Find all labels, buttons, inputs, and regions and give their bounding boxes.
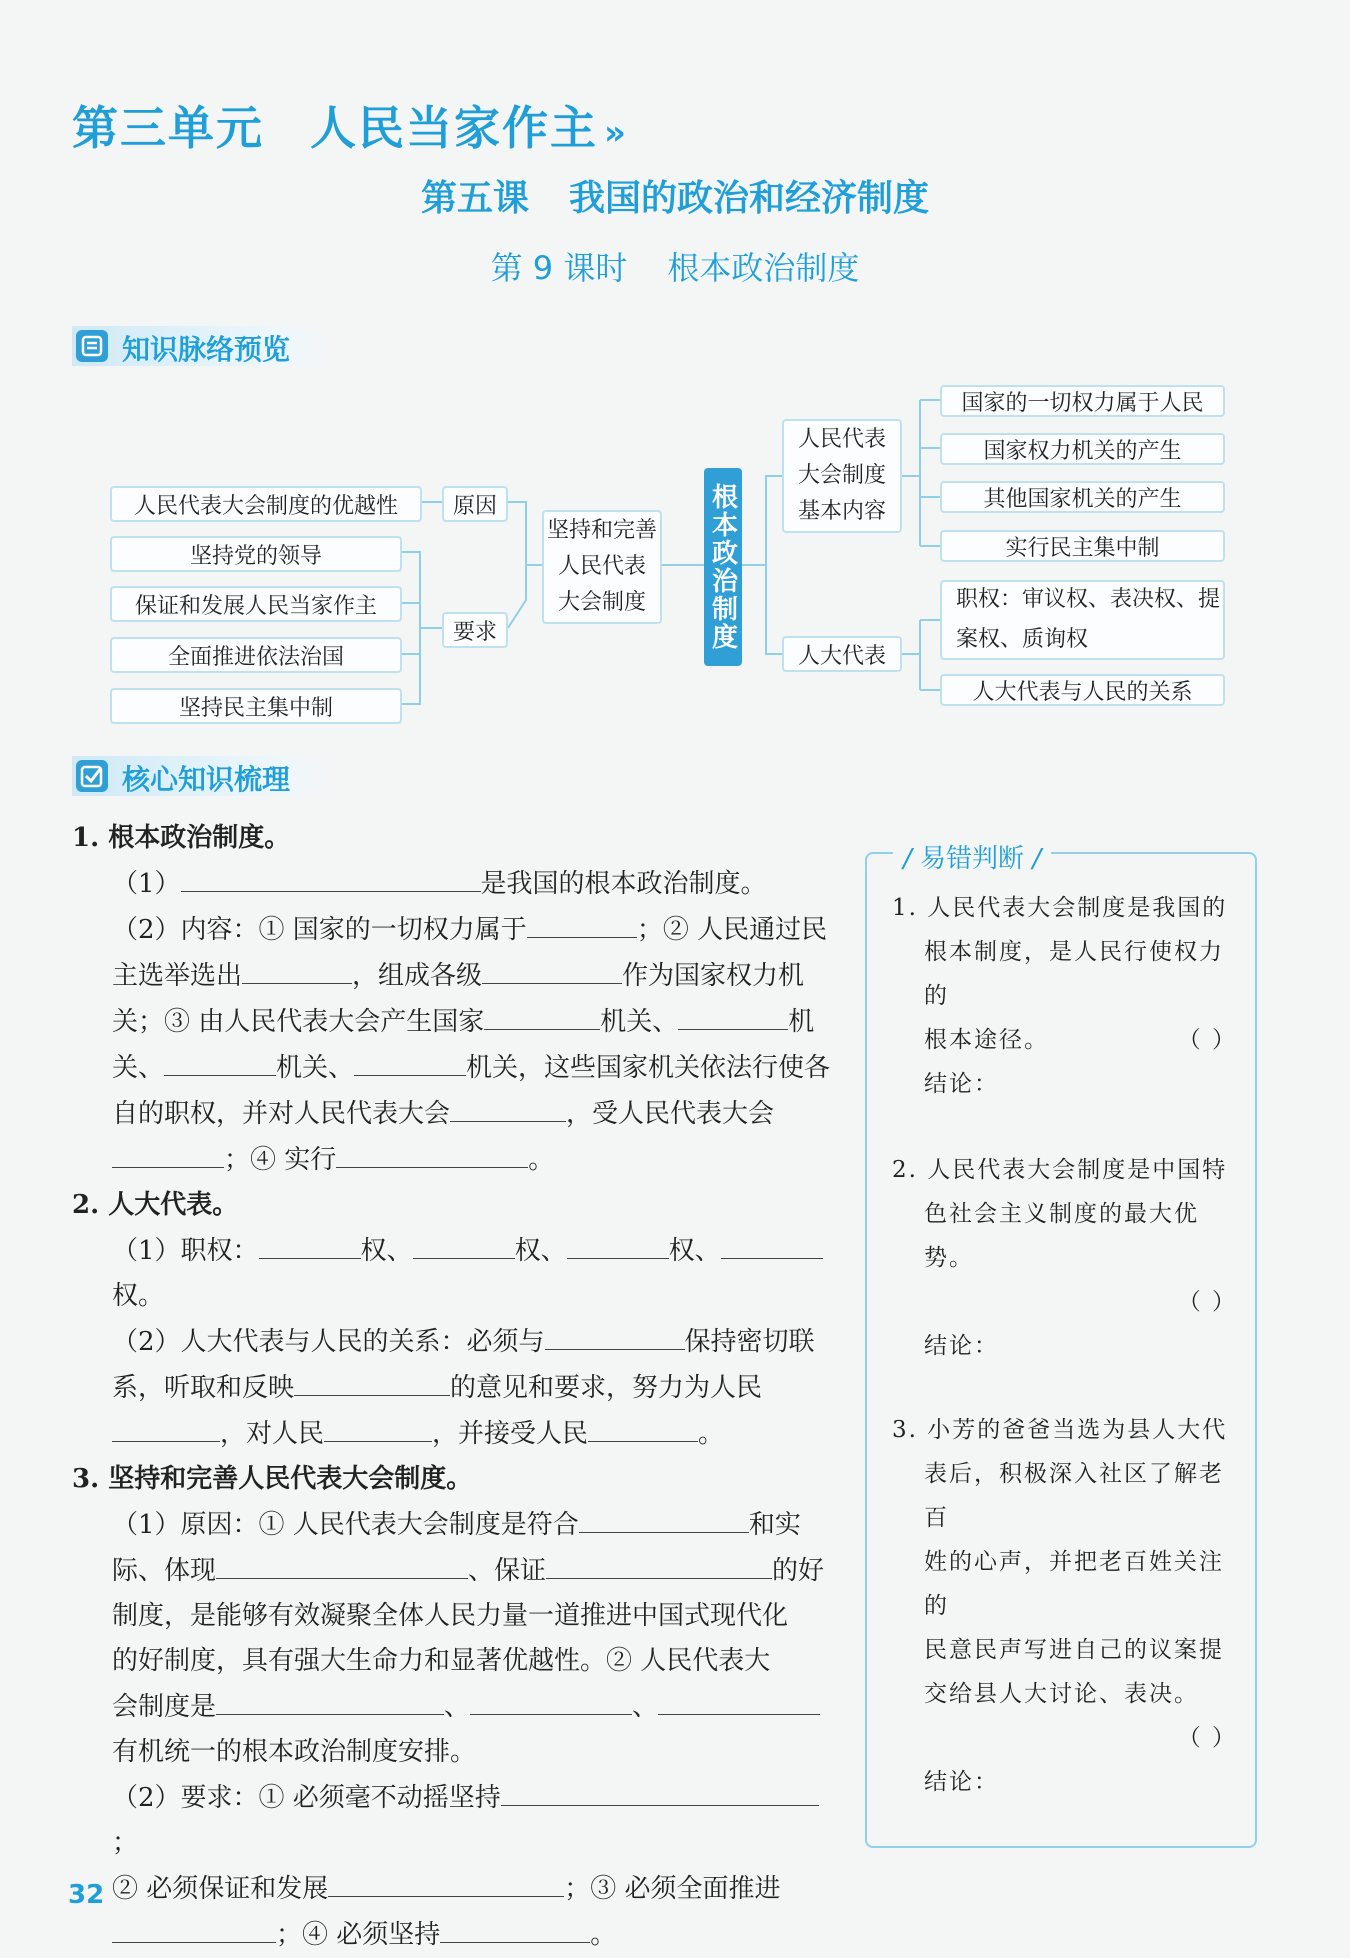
fill-blank[interactable] bbox=[354, 1045, 466, 1076]
diagram-left-item: 人民代表大会制度的优越性 bbox=[110, 486, 422, 522]
fill-blank[interactable] bbox=[658, 1684, 820, 1715]
unit-topic: 人民当家作主 bbox=[310, 101, 598, 155]
judgment-item-3 bbox=[892, 1408, 1237, 1804]
answer-bracket[interactable]: （ ） bbox=[1177, 1725, 1237, 1751]
fill-blank[interactable] bbox=[545, 1319, 685, 1350]
judgment-line: 表后，积极深入社区了解老百 bbox=[924, 1461, 1224, 1531]
fill-blank[interactable] bbox=[484, 999, 600, 1030]
judgment-line: 姓的心声，并把老百姓关注的 bbox=[924, 1549, 1224, 1619]
q3-line: （2）要求：① 必须毫不动摇坚持； bbox=[112, 1775, 842, 1866]
fill-blank[interactable] bbox=[440, 1912, 590, 1943]
q2-line: ，对人民 ，并接受人民 。 bbox=[112, 1411, 842, 1457]
lesson-name: 我国的政治和经济制度 bbox=[569, 178, 930, 219]
diagram-content-item: 国家权力机关的产生 bbox=[940, 433, 1225, 465]
answer-bracket[interactable]: （ ） bbox=[1177, 1027, 1237, 1053]
q1-line: 关；③ 由人民代表大会产生国家 机关、 机 bbox=[112, 999, 842, 1045]
period-name: 根本政治制度 bbox=[667, 249, 860, 287]
diagram-content-item: 其他国家机关的产生 bbox=[940, 481, 1225, 513]
q2-line: （2）人大代表与人民的关系：必须与 保持密切联 bbox=[112, 1319, 842, 1365]
unit-label: 第三单元 bbox=[72, 101, 264, 155]
judgment-line: 2. 人民代表大会制度是中国特 bbox=[892, 1157, 1228, 1183]
question-3-title: 3. 坚持和完善人民代表大会制度。 bbox=[72, 1464, 473, 1494]
fill-blank[interactable] bbox=[579, 1502, 749, 1533]
fill-blank[interactable] bbox=[678, 999, 788, 1030]
q1-line: 关、 机关、 机关，这些国家机关依法行使各 bbox=[112, 1045, 842, 1091]
q3-line: 会制度是 、 、 bbox=[112, 1684, 842, 1730]
q3-line: 制度，是能够有效凝聚全体人民力量一道推进中国式现代化 bbox=[112, 1601, 789, 1631]
q1-line: 主选举选出 ，组成各级 作为国家权力机 bbox=[112, 953, 842, 999]
q1-line: ；④ 实行 。 bbox=[112, 1137, 842, 1183]
q3-line: 有机统一的根本政治制度安排。 bbox=[112, 1737, 477, 1767]
judgment-line: 交给县人大讨论、表决。 bbox=[924, 1681, 1199, 1707]
conclusion-label: 结论： bbox=[924, 1333, 999, 1359]
judgment-line: 色社会主义制度的最大优势。 bbox=[924, 1201, 1199, 1271]
judgment-line: 3. 小芳的爸爸当选为县人大代 bbox=[892, 1417, 1228, 1443]
q3-line: ；④ 必须坚持 。 bbox=[112, 1912, 842, 1958]
question-1-title: 1. 根本政治制度。 bbox=[72, 823, 291, 853]
content-line: 人民代表 bbox=[797, 427, 886, 452]
fill-blank[interactable] bbox=[567, 1228, 669, 1259]
diagram-deputy-box: 人大代表 bbox=[782, 636, 902, 672]
section-head-core-knowledge bbox=[72, 756, 332, 796]
page-number: 32 bbox=[68, 1880, 105, 1910]
fill-blank[interactable] bbox=[450, 1091, 566, 1122]
q1-line: （2）内容：① 国家的一切权力属于 ；② 人民通过民 bbox=[112, 907, 842, 953]
error-judgment-title: / 易错判断 / bbox=[893, 838, 1051, 875]
judgment-line: 民意民声写进自己的议案提 bbox=[924, 1637, 1224, 1663]
fill-blank[interactable] bbox=[112, 1411, 220, 1442]
deputy-item-line: 案权、质询权 bbox=[956, 627, 1089, 652]
q3-line: ② 必须保证和发展 ；③ 必须全面推进 bbox=[112, 1866, 842, 1912]
fill-blank[interactable] bbox=[328, 1866, 564, 1897]
section-title: 知识脉络预览 bbox=[122, 333, 291, 366]
diagram-center-box bbox=[542, 510, 662, 624]
q3-line: 的好制度，具有强大生命力和显著优越性。② 人民代表大 bbox=[112, 1646, 771, 1676]
fill-blank[interactable] bbox=[470, 1684, 632, 1715]
diagram-left-item: 保证和发展人民当家作主 bbox=[110, 586, 402, 622]
judgment-line: 1. 人民代表大会制度是我国的 bbox=[892, 895, 1228, 921]
deputy-item-line: 职权：审议权、表决权、提 bbox=[956, 587, 1221, 612]
fill-blank[interactable] bbox=[164, 1045, 276, 1076]
lesson-number: 第五课 bbox=[420, 178, 529, 219]
judgment-line-with-bracket: 根本途径。 （ ） bbox=[892, 1018, 1237, 1062]
conclusion-label: 结论： bbox=[924, 1071, 999, 1097]
diagram-deputy-item-relation: 人大代表与人民的关系 bbox=[940, 674, 1225, 706]
diagram-reason-label: 原因 bbox=[442, 486, 508, 522]
section-title: 核心知识梳理 bbox=[122, 763, 291, 796]
answer-bracket[interactable]: （ ） bbox=[1177, 1289, 1237, 1315]
double-chevron-icon: » bbox=[604, 113, 628, 153]
conclusion-label: 结论： bbox=[924, 1769, 999, 1795]
fill-blank[interactable] bbox=[546, 1548, 772, 1579]
diagram-left-item: 坚持民主集中制 bbox=[110, 688, 402, 724]
content-line: 基本内容 bbox=[797, 499, 886, 524]
diagram-left-item: 坚持党的领导 bbox=[110, 536, 402, 572]
fill-blank[interactable] bbox=[527, 907, 637, 938]
q3-line: （1）原因：① 人民代表大会制度是符合 和实 bbox=[112, 1502, 842, 1548]
fill-blank[interactable] bbox=[501, 1775, 819, 1806]
fill-blank[interactable] bbox=[336, 1137, 528, 1168]
judgment-item-2 bbox=[892, 1148, 1237, 1368]
side-title-text: 易错判断 bbox=[920, 844, 1025, 874]
judgment-item-1 bbox=[892, 886, 1237, 1106]
diagram-left-item: 全面推进依法治国 bbox=[110, 637, 402, 673]
question-2-title: 2. 人大代表。 bbox=[72, 1190, 239, 1220]
center-line: 大会制度 bbox=[557, 590, 646, 615]
q2-line: 系，听取和反映 的意见和要求，努力为人民 bbox=[112, 1365, 842, 1411]
judgment-line: 根本制度，是人民行使权力的 bbox=[924, 939, 1224, 1009]
fill-blank[interactable] bbox=[112, 1912, 276, 1943]
fill-blank[interactable] bbox=[324, 1411, 432, 1442]
fill-blank[interactable] bbox=[259, 1228, 361, 1259]
fill-blank[interactable] bbox=[181, 861, 481, 892]
q1-line: 自的职权，并对人民代表大会 ，受人民代表大会 bbox=[112, 1091, 842, 1137]
fill-blank[interactable] bbox=[588, 1411, 698, 1442]
q3-line: 际、体现 、保证 的好 bbox=[112, 1548, 842, 1594]
diagram-content-item: 实行民主集中制 bbox=[940, 530, 1225, 562]
fill-blank[interactable] bbox=[721, 1228, 823, 1259]
content-line: 大会制度 bbox=[797, 463, 886, 488]
fill-blank[interactable] bbox=[216, 1548, 468, 1579]
fill-blank[interactable] bbox=[413, 1228, 515, 1259]
fill-blank[interactable] bbox=[112, 1137, 224, 1168]
fill-blank[interactable] bbox=[482, 953, 622, 984]
fill-blank[interactable] bbox=[294, 1365, 450, 1396]
period-number: 第 9 课时 bbox=[490, 249, 628, 287]
diagram-vertical-label: 根本政治制度 bbox=[704, 468, 742, 666]
fill-blank[interactable] bbox=[216, 1684, 444, 1715]
q1-line: （1） 是我国的根本政治制度。 bbox=[112, 861, 842, 907]
main-content bbox=[72, 816, 842, 1958]
fill-blank[interactable] bbox=[242, 953, 352, 984]
center-line: 坚持和完善 bbox=[546, 518, 657, 543]
diagram-deputy-item-powers bbox=[940, 580, 1225, 660]
checkbox-icon bbox=[74, 758, 110, 794]
diagram-require-label: 要求 bbox=[442, 612, 508, 648]
center-line: 人民代表 bbox=[557, 554, 646, 579]
q2-line: （1）职权： 权、 权、 权、权。 bbox=[112, 1228, 842, 1319]
diagram-content-box bbox=[782, 419, 902, 533]
diagram-content-item: 国家的一切权力属于人民 bbox=[940, 385, 1225, 417]
